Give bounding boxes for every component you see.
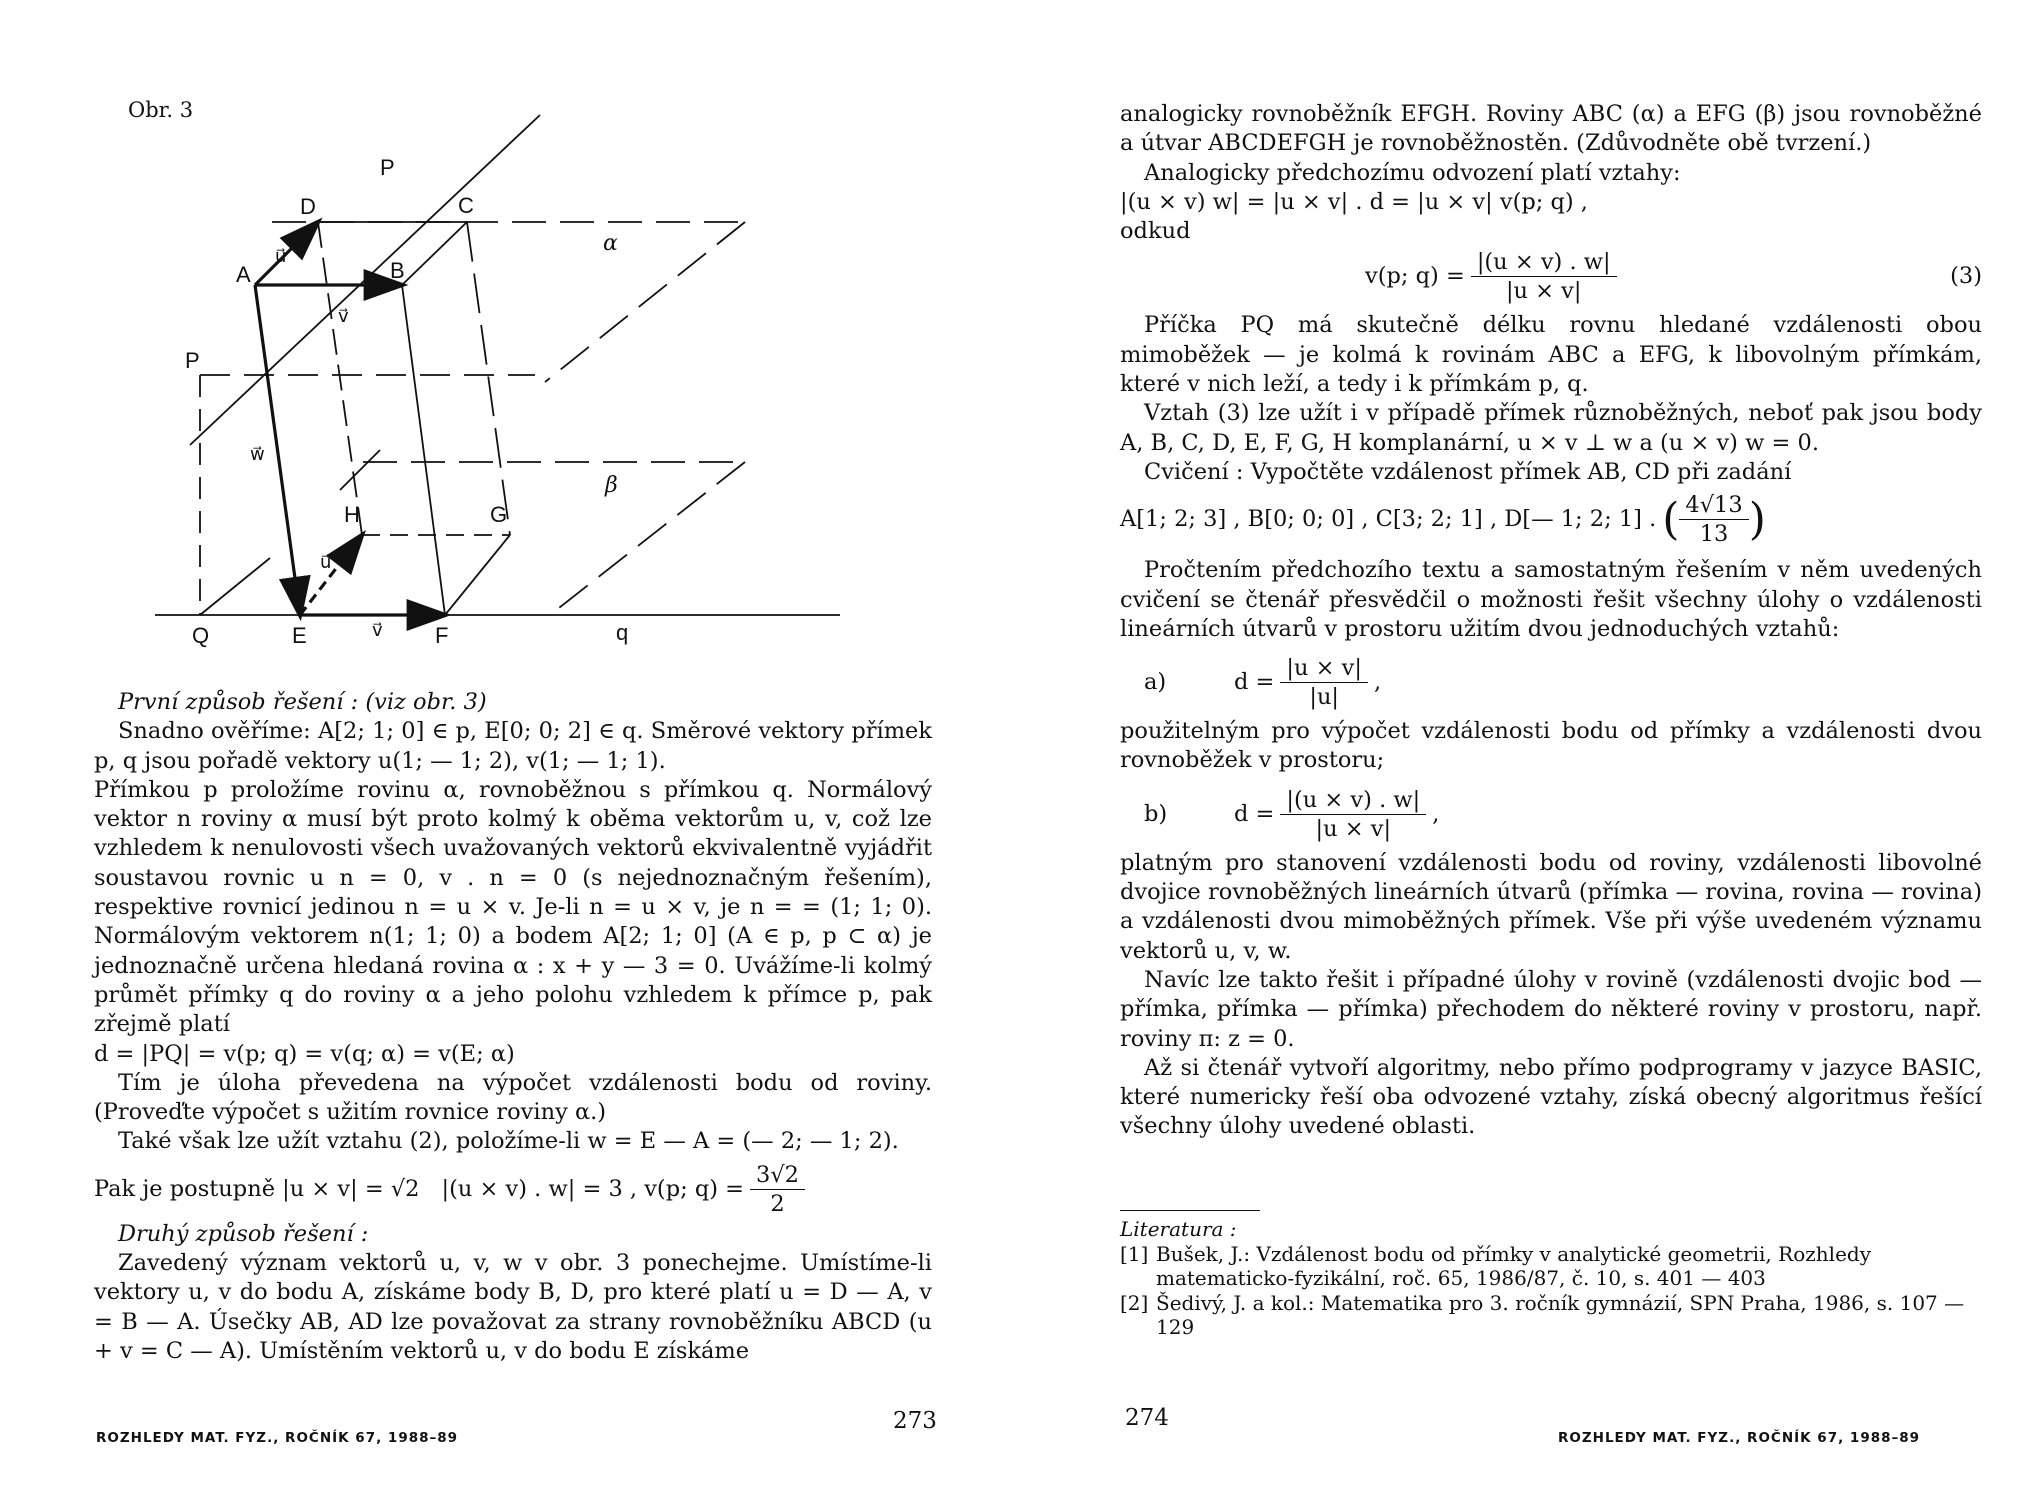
pak-den: 2 <box>770 1190 785 1217</box>
label-beta: β <box>605 473 618 498</box>
left-text <box>94 688 932 1366</box>
paragraph: Navíc lze takto řešit i případné úlohy v rovině (vzdálenosti dvojic bod — přímka, přímka — přímka) přechodem do některé roviny v prostoru, např. roviny π: z = 0. <box>1120 966 1982 1052</box>
label-q: q <box>616 620 629 645</box>
right-page <box>1020 0 2040 1501</box>
exercise-answer <box>1679 491 1748 548</box>
label-vec-v2: v⃗ <box>372 620 383 640</box>
page-number: 274 <box>1125 1405 1169 1431</box>
edge-BF <box>402 285 445 615</box>
references-heading: Literatura : <box>1120 1217 1237 1241</box>
edge-CB <box>402 222 467 285</box>
exercise-answer-num: 4√13 <box>1679 491 1748 520</box>
page-number: 273 <box>893 1408 937 1434</box>
pak-num: 3√2 <box>750 1161 805 1190</box>
paragraph: Přímkou p proložíme rovinu α, rovnoběžnou s přímkou q. Normálový vektor n roviny α musí být proto kolmý k oběma vektorům u, v, což lze vzhledem k nenulovosti všech uvažovaných vektorů ekvivalentně vyjádřit soustavou rovnic u n = 0, v . n = 0 (s nejednoznačným řešením), respektive rovnicí jedinou n = u × v. Je-li n = u × v, je n = = (1; 1; 0). Normálovým vektorem n(1; 1; 0) a bodem A[2; 1; 0] (A ∈ p, p ⊂ α) je jednoznačně určena hledaná rovina α : x + y — 3 = 0. Uvážíme-li kolmý průmět přímky q do roviny α a jeho polohu vzhledem k přímce p, pak zřejmě platí <box>94 776 932 1038</box>
paragraph: Tím je úloha převedena na výpočet vzdálenosti bodu od roviny. (Proveďte výpočet s užitím rovnice roviny α.) <box>94 1069 932 1126</box>
eq-a-fraction <box>1280 654 1368 711</box>
paragraph: použitelným pro výpočet vzdálenosti bodu od přímky a vzdálenosti dvou rovnoběžek v prostoru; <box>1120 718 1982 774</box>
reference-number: [2] <box>1120 1290 1149 1315</box>
label-G: G <box>490 502 508 527</box>
exercise-points: A[1; 2; 3] , B[0; 0; 0] , C[3; 2; 1] , D[— 1; 2; 1] . <box>1120 506 1657 533</box>
equation-b <box>1120 786 1982 843</box>
exercise-answer-den: 13 <box>1699 521 1729 548</box>
label-vec-w: w⃗ <box>250 444 265 464</box>
label-H: H <box>344 502 360 527</box>
label-B: B <box>390 258 405 283</box>
references-rule <box>1120 1210 1260 1211</box>
vector-u-AD <box>255 222 318 285</box>
eq-a-label: a) <box>1144 669 1167 695</box>
paragraph: platným pro stanovení vzdálenosti bodu od roviny, vzdálenosti libovolné dvojice rovnoběžných lineárních útvarů (přímka — rovina, rovina — rovina) a vzdálenosti dvou mimoběžných přímek. Vše při výše uvedeném významu vektorů u, v, w. <box>1120 849 1982 964</box>
paragraph: Také však lze užít vztahu (2), položíme-li w = E — A = (— 2; — 1; 2). <box>118 1128 899 1155</box>
eq-a-tail: , <box>1373 669 1382 695</box>
edge-GF <box>445 535 510 615</box>
edge-CG <box>467 222 510 535</box>
plane-alpha-right-edge <box>545 222 745 382</box>
equation-a <box>1120 654 1982 711</box>
paragraph: Až si čtenář vytvoří algoritmy, nebo přímo podprogramy v jazyce BASIC, které numericky řeší oba odvozené vztahy, získá obecný algoritmus řešící všechny úlohy uvedené oblasti. <box>1120 1054 1982 1140</box>
edge-DH <box>318 222 362 535</box>
pak-lead: Pak je postupně |u × v| = √2 <box>94 1175 420 1202</box>
equation-d: d = |PQ| = v(p; q) = v(q; α) = v(E; α) <box>94 1040 515 1067</box>
right-text <box>1120 100 1982 1142</box>
pak-mid: |(u × v) . w| = 3 , v(p; q) = <box>441 1175 745 1202</box>
label-F: F <box>435 623 449 648</box>
eq-b-fraction <box>1280 786 1426 843</box>
label-D: D <box>300 194 316 219</box>
eq-a-den: |u| <box>1309 684 1340 711</box>
paragraph: Příčka PQ má skutečně délku rovnu hledané vzdálenosti obou mimoběžek — je kolmá k rovinám ABC a EFG, k libovolným přímkám, které v nich leží, a tedy i k přímkám p, q. <box>1120 312 1982 398</box>
plane-edge-1 <box>200 558 270 615</box>
eq3-den: |u × v| <box>1505 278 1582 305</box>
figure-parallelepiped <box>140 110 860 650</box>
section-heading-first: První způsob řešení : (viz obr. 3) <box>118 689 487 715</box>
label-vec-v1: v⃗ <box>338 306 349 326</box>
label-P: P <box>185 348 200 373</box>
pak-fraction <box>750 1161 805 1218</box>
paragraph: Vztah (3) lze užít i v případě přímek různoběžných, neboť pak jsou body A, B, C, D, E, F, G, H komplanární, u × v ⊥ w a (u × v) w = 0. <box>1120 400 1982 456</box>
footer: ROZHLEDY MAT. FYZ., ROČNÍK 67, 1988–89 <box>96 1430 459 1446</box>
eq3-lhs: v(p; q) = <box>1365 263 1465 290</box>
equation-1: |(u × v) w| = |u × v| . d = |u × v| v(p; q) , <box>1120 188 1588 215</box>
footer: ROZHLEDY MAT. FYZ., ROČNÍK 67, 1988–89 <box>1558 1430 1921 1446</box>
equation-3 <box>1120 248 1982 305</box>
paragraph: Pročtením předchozího textu a samostatným řešením v něm uvedených cvičení se čtenář přesvědčil o možnosti řešit všechny úlohy o vzdálenosti lineárních útvarů v prostoru užitím dvou jednoduchých vztahů: <box>1120 557 1982 642</box>
exercise-line: A[1; 2; 3] , B[0; 0; 0] , C[3; 2; 1] , D[— 1; 2; 1] . ( $\frac{4√13}{13}$ ) <box>1120 492 1766 548</box>
section-heading-second: Druhý způsob řešení : <box>118 1220 369 1247</box>
eq-a-lhs: d = <box>1234 669 1275 695</box>
eq-a-num: |u × v| <box>1280 654 1368 683</box>
reference-item <box>1120 1242 1982 1291</box>
plane-beta-right-edge <box>550 462 745 615</box>
label-vec-u2: u⃗ <box>320 552 332 572</box>
label-E: E <box>292 623 307 648</box>
eq-b-num: |(u × v) . w| <box>1280 786 1426 815</box>
eq-b-lhs: d = <box>1234 800 1275 827</box>
reference-text: Šedivý, J. a kol.: Matematika pro 3. ročník gymnázií, SPN Praha, 1986, s. 107 — 129 <box>1156 1290 1965 1339</box>
equation-pak <box>94 1161 932 1218</box>
label-C: C <box>458 193 474 218</box>
label-Q: Q <box>192 623 210 648</box>
references <box>1120 1210 1982 1340</box>
label-alpha: α <box>603 231 618 256</box>
odkud: odkud <box>1120 218 1191 245</box>
paragraph: Zavedený význam vektorů u, v, w v obr. 3 ponechejme. Umístíme-li vektory u, v do bodu A, získáme body B, D, pro které platí u = D — A, v = B — A. Úsečky AB, AD lze považovat za strany rovnoběžníku ABCD (u + v = C — A). Umístěním vektorů u, v do bodu E získáme <box>94 1250 932 1364</box>
eq-b-tail: , <box>1432 800 1440 827</box>
vector-u-EH <box>300 535 362 615</box>
label-vec-u1: u⃗ <box>275 246 287 266</box>
paragraph: Snadno ověříme: A[2; 1; 0] ∈ p, E[0; 0; 2] ∈ q. Směrové vektory přímek p, q jsou pořadě vektory u(1; — 1; 2), v(1; — 1; 1). <box>94 718 932 774</box>
paragraph: analogicky rovnoběžník EFGH. Roviny ABC (α) a EFG (β) jsou rovnoběžné a útvar ABCDEFGH je rovnoběžnostěn. (Zdůvodněte obě tvrzení.) <box>1120 101 1982 157</box>
paragraph: Analogicky předchozímu odvození platí vztahy: <box>1144 159 1681 186</box>
reference-text: Bušek, J.: Vzdálenost bodu od přímky v analytické geometrii, Rozhledy matematicko-fyzikální, roč. 65, 1986/87, č. 10, s. 401 — 403 <box>1156 1241 1871 1290</box>
exercise-prompt: Cvičení : Vypočtěte vzdálenost přímek AB, CD při zadání <box>1144 458 1792 485</box>
eq-b-label: b) <box>1144 800 1168 827</box>
reference-item <box>1120 1291 1982 1340</box>
eq3-tag: (3) <box>1950 263 1982 290</box>
eq3-num: |(u × v) . w| <box>1471 248 1617 277</box>
eq3-fraction <box>1471 248 1617 305</box>
figure-label: Obr. 3 <box>128 98 194 122</box>
label-A: A <box>236 262 251 287</box>
plane-edge-2 <box>340 450 380 490</box>
eq-b-den: |u × v| <box>1315 815 1392 842</box>
label-p: P <box>380 155 395 180</box>
reference-number: [1] <box>1120 1241 1149 1266</box>
